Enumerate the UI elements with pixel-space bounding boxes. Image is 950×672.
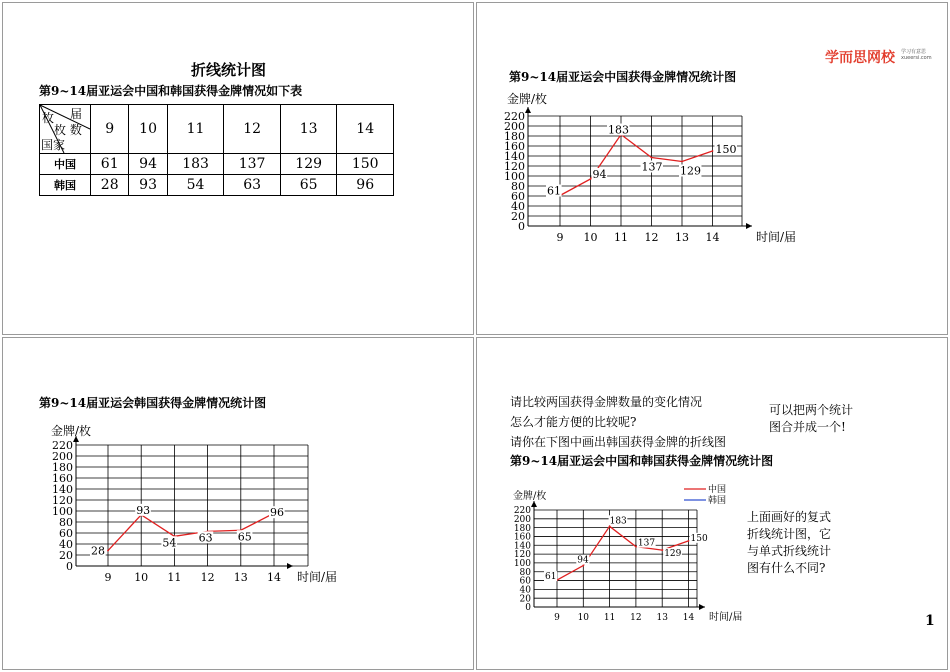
- medal-table: [39, 104, 394, 196]
- y-tick-label: 40: [59, 537, 73, 551]
- y-tick-label: 60: [59, 526, 73, 540]
- y-tick-label: 40: [519, 585, 531, 596]
- table-cell: 137: [224, 154, 281, 175]
- x-tick-label: 10: [134, 571, 149, 584]
- x-tick-label: 14: [267, 571, 281, 584]
- x-axis-label: 时间/届: [756, 230, 797, 244]
- data-label: 65: [237, 530, 252, 544]
- y-tick-label: 80: [519, 567, 531, 578]
- table-cell: 93: [129, 175, 167, 196]
- y-tick-label: 160: [513, 532, 531, 543]
- row-label-korea: 韩国: [40, 175, 91, 196]
- table-corner-cell: [40, 105, 91, 154]
- x-tick-label: 9: [104, 571, 112, 584]
- y-tick-label: 120: [504, 159, 525, 173]
- y-tick-label: 220: [504, 109, 525, 123]
- question-4: 图有什么不同?: [747, 561, 826, 575]
- legend-label: 韩国: [708, 496, 727, 506]
- data-point: [688, 540, 690, 542]
- data-label: 137: [641, 160, 663, 174]
- y-tick-label: 180: [513, 523, 531, 534]
- slide-4: [476, 337, 948, 670]
- table-cell: 65: [280, 175, 337, 196]
- row-label-china: 中国: [40, 154, 91, 175]
- table-cell: 150: [337, 154, 394, 175]
- slide-1-subtitle: 第9~14届亚运会中国和韩国获得金牌情况如下表: [39, 84, 303, 98]
- x-tick-label: 9: [556, 231, 564, 244]
- table-cell: 129: [280, 154, 337, 175]
- data-label: 137: [637, 538, 656, 549]
- x-tick-label: 12: [644, 231, 659, 244]
- slide-3-title: 第9~14届亚运会韩国获得金牌情况统计图: [39, 396, 267, 410]
- x-tick-label: 12: [200, 571, 215, 584]
- data-label: 150: [715, 143, 737, 156]
- corner-mid-label: 枚 数: [54, 123, 82, 137]
- data-point: [661, 549, 663, 551]
- x-tick-label: 10: [577, 613, 590, 623]
- china-line-chart: [477, 87, 947, 337]
- logo-tagline: 学习有意思: [901, 49, 927, 55]
- slide-4-line-2: 怎么才能方便的比较呢?: [510, 415, 637, 429]
- y-tick-label: 140: [52, 482, 73, 496]
- table-cell: 61: [91, 154, 129, 175]
- y-tick-label: 80: [511, 179, 525, 193]
- slide-1: [2, 2, 474, 335]
- slide-2-title: 第9~14届亚运会中国获得金牌情况统计图: [509, 70, 737, 84]
- y-tick-label: 200: [52, 449, 73, 463]
- korea-line-chart: [3, 416, 473, 666]
- data-label: 63: [198, 531, 213, 545]
- y-axis-label: 金牌/枚: [513, 491, 547, 502]
- table-header-cell: 13: [280, 105, 337, 154]
- page-number: 1: [925, 613, 935, 629]
- data-point: [590, 178, 592, 180]
- y-tick-label: 100: [504, 169, 525, 183]
- x-tick-label: 11: [603, 613, 616, 623]
- table-header-cell: 9: [91, 105, 129, 154]
- y-tick-label: 60: [511, 189, 525, 203]
- y-axis-label: 金牌/枚: [51, 424, 92, 438]
- y-tick-label: 220: [52, 438, 73, 452]
- table-cell: 63: [224, 175, 281, 196]
- data-label: 61: [547, 184, 561, 198]
- x-tick-label: 11: [614, 231, 628, 244]
- x-tick-label: 13: [656, 613, 668, 623]
- y-tick-label: 20: [59, 548, 73, 562]
- data-label: 129: [680, 164, 701, 178]
- data-label: 96: [270, 506, 284, 520]
- y-tick-label: 140: [504, 149, 525, 163]
- y-tick-label: 120: [513, 550, 531, 561]
- y-tick-label: 180: [504, 129, 525, 143]
- question-2: 折线统计图，它: [747, 527, 832, 541]
- y-tick-label: 40: [511, 199, 525, 213]
- y-tick-label: 200: [513, 514, 531, 525]
- table-row: [40, 175, 394, 196]
- y-tick-label: 20: [511, 209, 525, 223]
- y-tick-label: 160: [52, 471, 73, 485]
- data-label: 183: [609, 516, 627, 527]
- question-1: 上面画好的复式: [747, 510, 832, 524]
- corner-left-label: 枚: [42, 111, 55, 125]
- y-tick-label: 0: [66, 559, 73, 573]
- x-axis-arrow: [746, 223, 752, 229]
- y-tick-label: 200: [504, 119, 525, 133]
- data-label: 28: [91, 544, 105, 558]
- x-tick-label: 13: [675, 231, 689, 244]
- y-tick-label: 80: [59, 515, 73, 529]
- y-axis-label: 金牌/枚: [507, 92, 548, 106]
- slide-4-title: 第9~14届亚运会中国和韩国获得金牌情况统计图: [510, 454, 774, 468]
- xueersi-logo: [825, 47, 932, 67]
- x-tick-label: 12: [630, 613, 642, 623]
- y-tick-label: 100: [513, 559, 531, 570]
- logo-text: 学而思网校: [825, 50, 895, 66]
- data-label: 94: [592, 168, 607, 181]
- corner-bottom-label: 国家: [41, 138, 66, 152]
- table-header-cell: 14: [337, 105, 394, 154]
- y-tick-label: 100: [52, 504, 73, 518]
- data-point: [107, 550, 109, 552]
- y-tick-label: 60: [519, 576, 531, 587]
- x-tick-label: 11: [167, 571, 182, 584]
- y-tick-label: 20: [519, 594, 531, 605]
- data-label: 183: [608, 123, 629, 137]
- note-right-1: 可以把两个统计: [769, 403, 854, 417]
- x-tick-label: 9: [554, 613, 560, 623]
- y-tick-label: 180: [52, 460, 73, 474]
- y-tick-label: 160: [504, 139, 525, 153]
- slide-4-line-3: 请你在下图中画出韩国获得金牌的折线图: [510, 435, 727, 449]
- x-tick-label: 13: [233, 571, 248, 584]
- data-point: [651, 157, 653, 159]
- x-axis-label: 时间/届: [297, 570, 338, 584]
- data-label: 93: [136, 503, 151, 517]
- x-tick-label: 10: [583, 231, 598, 244]
- y-tick-label: 140: [513, 541, 531, 552]
- data-point: [681, 161, 683, 163]
- y-tick-label: 220: [513, 506, 531, 517]
- table-header-cell: 11: [167, 105, 224, 154]
- data-point: [712, 150, 714, 152]
- note-right-2: 图合并成一个!: [769, 420, 846, 434]
- table-cell: 54: [167, 175, 224, 196]
- corner-top-label: 届: [70, 107, 83, 121]
- legend-label: 中国: [708, 485, 727, 495]
- table-cell: 94: [129, 154, 167, 175]
- table-cell: 183: [167, 154, 224, 175]
- slide-3: [2, 337, 474, 670]
- y-tick-label: 0: [518, 219, 525, 233]
- logo-url: xueersi.com: [901, 55, 932, 61]
- table-header-cell: 12: [224, 105, 281, 154]
- y-axis-arrow: [525, 107, 531, 113]
- question-3: 与单式折线统计: [747, 544, 832, 558]
- table-cell: 96: [337, 175, 394, 196]
- data-label: 94: [577, 555, 589, 566]
- slide-4-line-1: 请比较两国获得金牌数量的变化情况: [510, 395, 703, 409]
- data-label: 54: [162, 536, 177, 550]
- x-tick-label: 14: [682, 613, 695, 623]
- slide-1-title: 折线统计图: [191, 61, 267, 79]
- y-tick-label: 120: [52, 493, 73, 507]
- y-tick-label: 0: [525, 603, 531, 614]
- slide-2: [476, 2, 948, 335]
- data-label: 150: [690, 533, 708, 544]
- data-label: 61: [545, 572, 557, 583]
- x-axis-arrow: [699, 604, 705, 610]
- data-label: 129: [664, 549, 682, 560]
- combined-line-chart: [477, 483, 743, 633]
- table-cell: 28: [91, 175, 129, 196]
- x-axis-arrow: [287, 563, 293, 569]
- x-tick-label: 14: [705, 231, 720, 244]
- table-header-cell: 10: [129, 105, 167, 154]
- data-point: [635, 546, 637, 548]
- table-row: [40, 154, 394, 175]
- x-axis-label: 时间/届: [709, 612, 743, 623]
